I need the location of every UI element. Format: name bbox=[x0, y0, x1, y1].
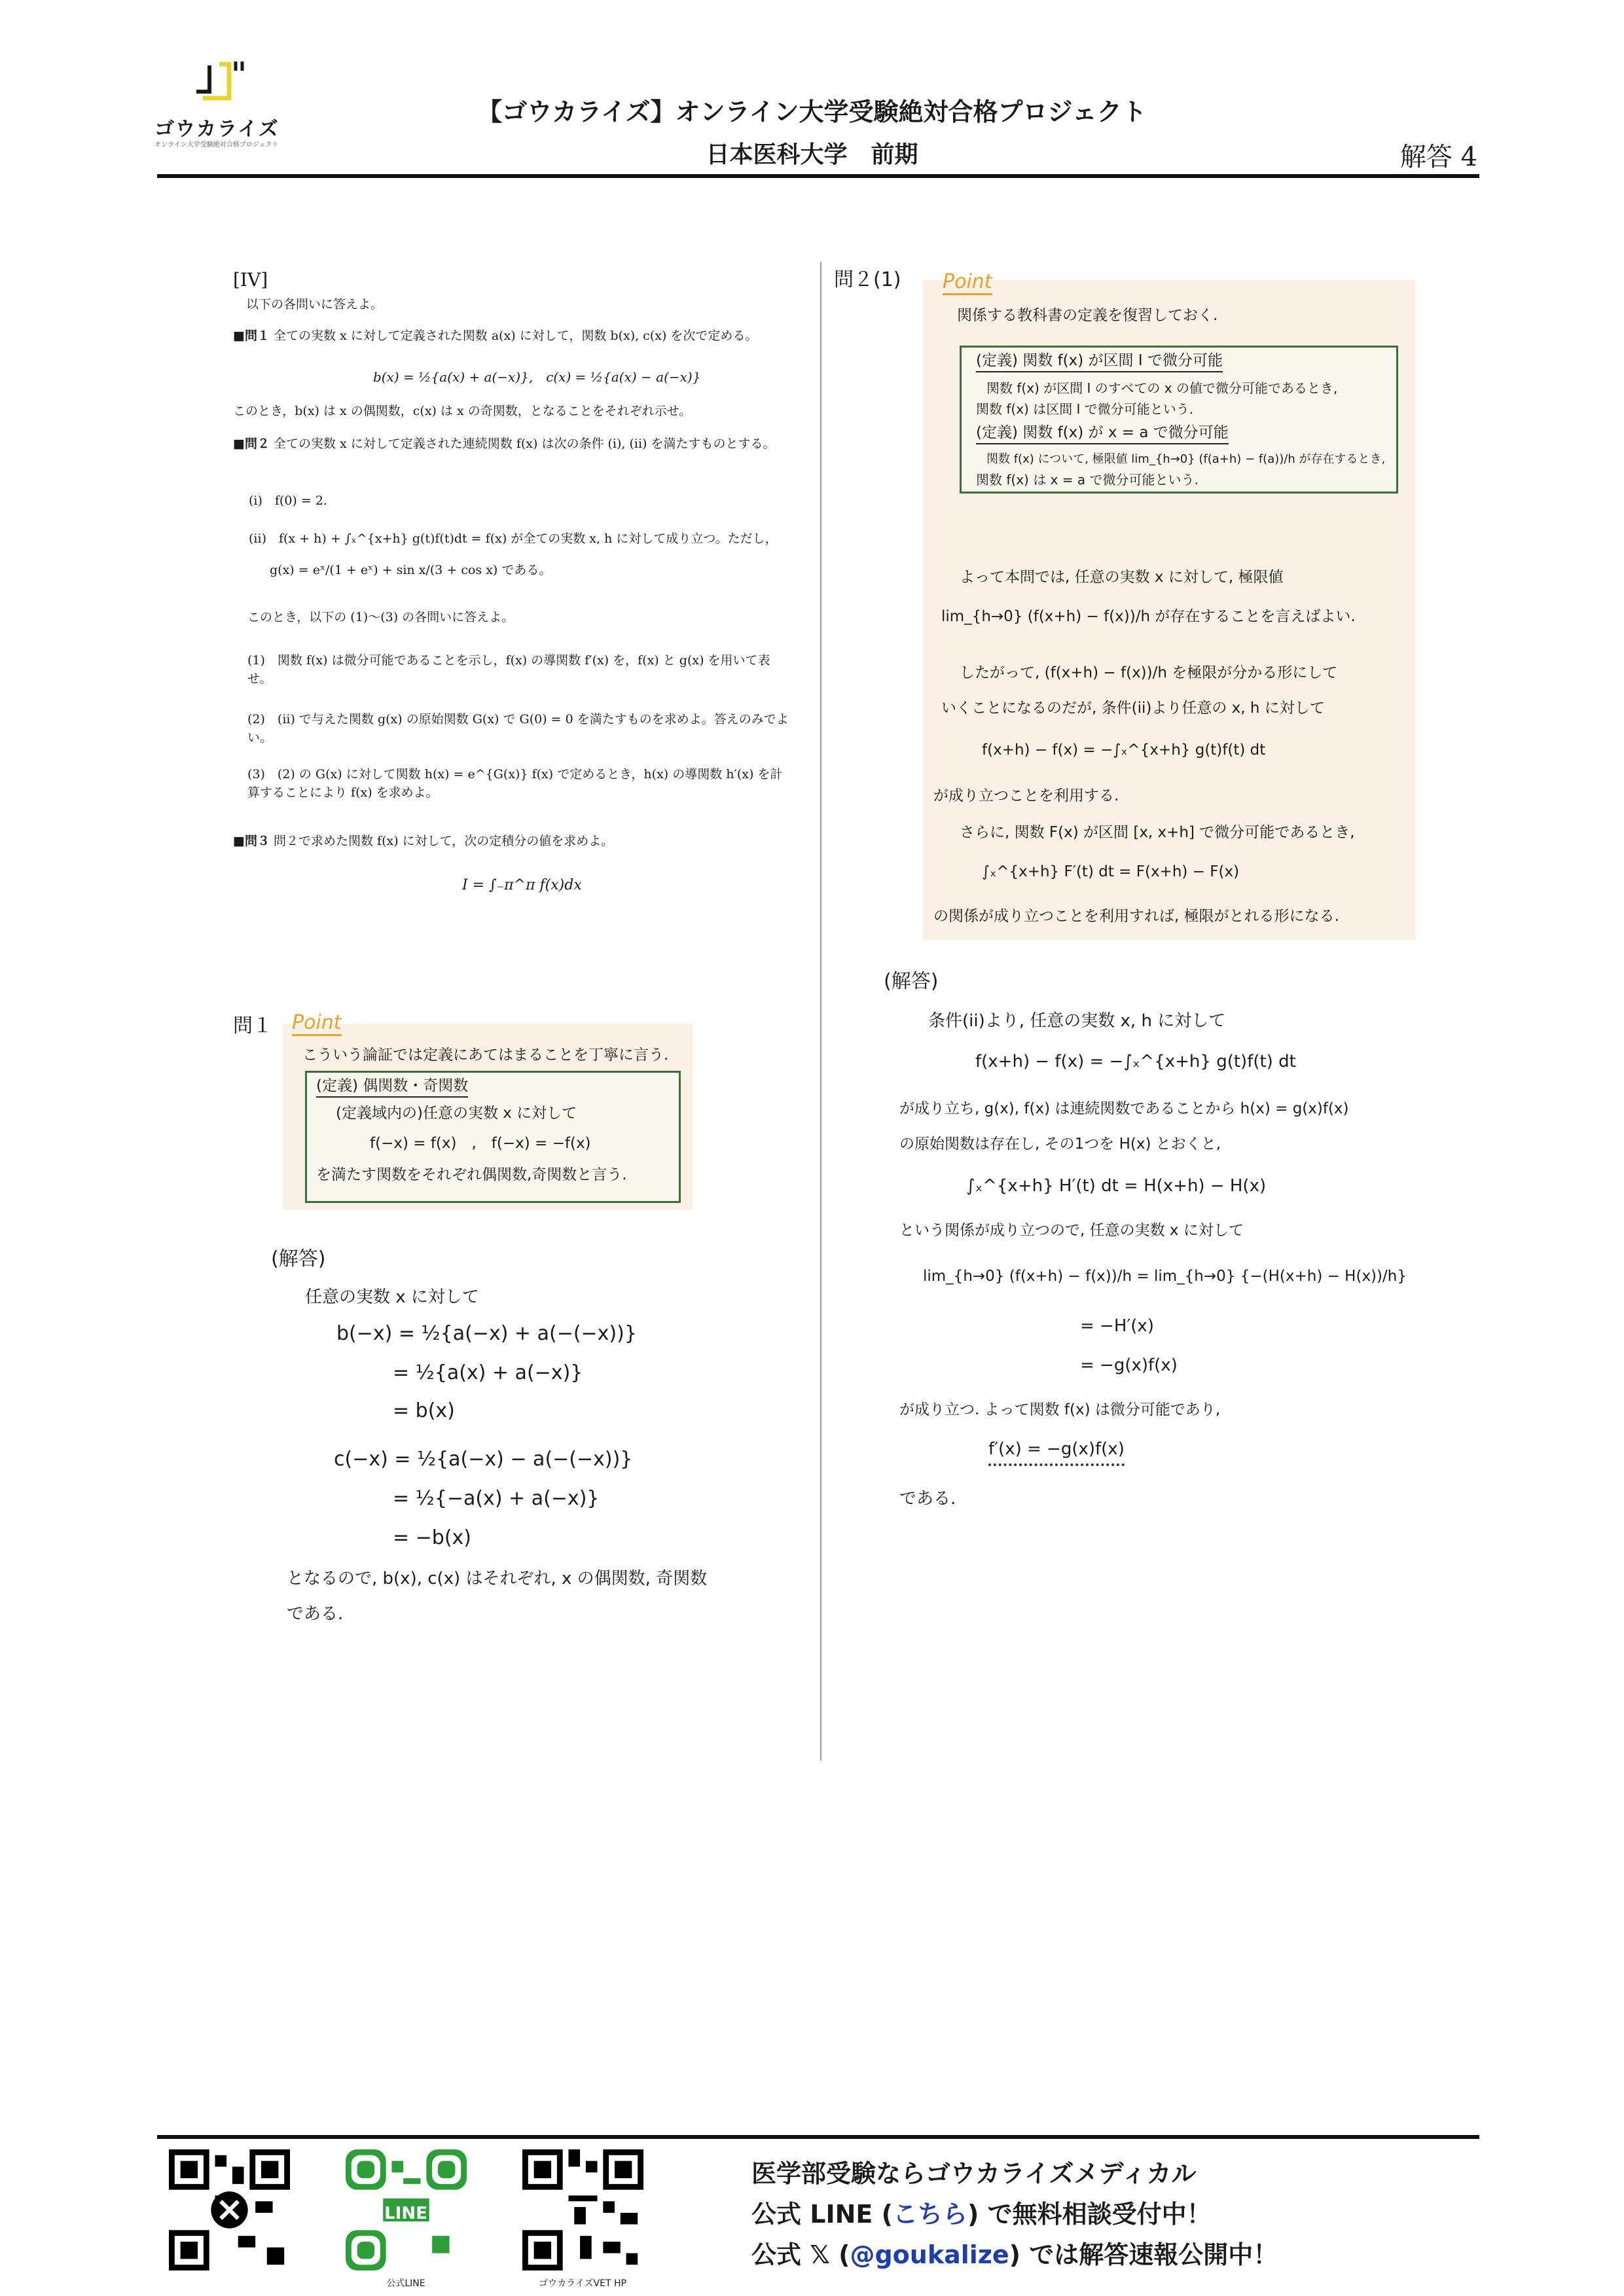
q1-text: 全ての実数 x に対して定義された関数 a(x) に対して，関数 b(x), c(x) を次で定める。 bbox=[274, 329, 758, 343]
left-point-label: Point bbox=[292, 1013, 342, 1036]
right-point-label: Point bbox=[943, 272, 992, 295]
q3-statement bbox=[233, 833, 789, 851]
right-def2-title: (定義) 関数 f(x) が x = a で微分可能 bbox=[976, 423, 1229, 444]
left-answer-line: c(−x) = ½{a(−x) − a(−(−x))} bbox=[334, 1448, 633, 1471]
line-link[interactable]: こちら bbox=[892, 2200, 967, 2229]
q1-formula: b(x) = ½{a(x) + a(−x)}, c(x) = ½{a(x) − a(−x)} bbox=[373, 369, 701, 385]
footer-line-2-pre: 公式 LINE ( bbox=[751, 2200, 893, 2229]
left-solution-label: 問１ bbox=[233, 1014, 272, 1037]
footer-line-1: 医学部受験ならゴウカライズメディカル bbox=[751, 2159, 1197, 2188]
right-point-line: よって本問では, 任意の実数 x に対して, 極限値 bbox=[960, 569, 1284, 586]
right-answer-line: 条件(ii)より, 任意の実数 x, h に対して bbox=[928, 1011, 1226, 1031]
x-qr-code[interactable] bbox=[169, 2149, 290, 2270]
line-label: LINE bbox=[384, 2204, 427, 2223]
q2-part-1: (1) 関数 f(x) は微分可能であることを示し，f(x) の導関数 f′(x) を，f(x) と g(x) を用いて表せ。 bbox=[247, 653, 770, 686]
left-answer-line: 任意の実数 x に対して bbox=[305, 1287, 479, 1307]
right-point-line: f(x+h) − f(x) = −∫ₓ^{x+h} g(t)f(t) dt bbox=[982, 742, 1266, 759]
hp-qr-caption: ゴウカライズVET HP bbox=[539, 2278, 626, 2289]
footer-line-3-pre: 公式 𝕏 ( bbox=[751, 2240, 850, 2269]
footer-line-3-post: ) では解答速報公開中！ bbox=[1009, 2240, 1278, 2269]
left-answer-line: = −b(x) bbox=[393, 1526, 472, 1549]
header-rule bbox=[157, 174, 1479, 178]
q3-head: ■問３ bbox=[233, 834, 270, 848]
left-point-intro: こういう論証では定義にあてはまることを丁寧に言う. bbox=[302, 1047, 669, 1064]
right-answer-line: = −g(x)f(x) bbox=[1080, 1355, 1178, 1375]
right-point-line: の関係が成り立つことを利用すれば, 極限がとれる形になる. bbox=[933, 908, 1339, 925]
problem-intro: 以下の各問いに答えよ。 bbox=[246, 297, 384, 312]
right-answer-line: である. bbox=[899, 1489, 956, 1509]
q1-statement bbox=[233, 327, 789, 346]
problem-number: [IV] bbox=[233, 269, 268, 291]
right-def1-title: (定義) 関数 f(x) が区間 I で微分可能 bbox=[976, 351, 1223, 372]
left-answer-line: = ½{a(x) + a(−x)} bbox=[393, 1361, 583, 1384]
left-point-box bbox=[283, 1011, 693, 1210]
q2-lead: このとき，以下の (1)〜(3) の各問いに答えよ。 bbox=[247, 610, 514, 624]
footer-line-2-post: ) で無料相談受付中！ bbox=[967, 2200, 1212, 2229]
footer-line-3 bbox=[751, 2234, 1278, 2270]
left-answer-line: である. bbox=[287, 1604, 344, 1624]
left-answer-line: b(−x) = ½{a(−x) + a(−(−x))} bbox=[336, 1322, 637, 1345]
q2-condition-ii: (ii) f(x + h) + ∫ₓ^{x+h} g(t)f(t)dt = f(x) が全ての実数 x, h に対して成り立つ。ただし， bbox=[249, 531, 778, 546]
left-def-line3: を満たす関数をそれぞれ偶関数,奇関数と言う. bbox=[316, 1166, 627, 1183]
right-def2-line1: 関数 f(x) について, 極限値 lim_{h→0} (f(a+h) − f(a))/h が存在するとき, bbox=[986, 452, 1386, 466]
left-answer-label: (解答) bbox=[271, 1247, 326, 1270]
q2-g-definition: g(x) = eˣ/(1 + eˣ) + sin x/(3 + cos x) である。 bbox=[270, 563, 552, 577]
q3-formula: I = ∫₋π^π f(x)dx bbox=[462, 877, 582, 893]
right-answer-line: = −H′(x) bbox=[1080, 1316, 1154, 1336]
right-solution-label: 問２(1) bbox=[834, 268, 901, 291]
q2-part-2: (2) (ii) で与えた関数 g(x) の原始関数 G(x) で G(0) = 0 を満たすものを求めよ。答えのみでよい。 bbox=[247, 712, 789, 745]
q3-text: 問２で求めた関数 f(x) に対して，次の定積分の値を求めよ。 bbox=[274, 834, 614, 848]
q2-part-3: (3) (2) の G(x) に対して関数 h(x) = e^{G(x)} f(x) で定めるとき，h(x) の導関数 h′(x) を計算することにより f(x) を求めよ。 bbox=[247, 767, 783, 800]
right-def1-line2: 関数 f(x) は区間 I で微分可能という. bbox=[976, 401, 1194, 417]
right-answer-label: (解答) bbox=[884, 970, 939, 993]
right-point-line: したがって, (f(x+h) − f(x))/h を極限が分かる形にして bbox=[960, 664, 1338, 681]
right-definition-box bbox=[960, 346, 1398, 493]
right-point-line: さらに, 関数 F(x) が区間 [x, x+h] で微分可能であるとき, bbox=[960, 824, 1355, 841]
hp-qr-code[interactable] bbox=[522, 2149, 643, 2270]
footer-rule bbox=[157, 2135, 1479, 2139]
q1-tail: このとき，b(x) は x の偶関数，c(x) は x の奇関数，となることをそれぞれ示せ。 bbox=[233, 404, 692, 418]
right-answer-line: という関係が成り立つので, 任意の実数 x に対して bbox=[899, 1222, 1244, 1239]
right-answer-result: f′(x) = −g(x)f(x) bbox=[988, 1439, 1125, 1466]
q2-condition-i: (i) f(0) = 2. bbox=[249, 493, 327, 508]
q1-head: ■問１ bbox=[233, 329, 270, 343]
right-answer-line: が成り立ち, g(x), f(x) は連続関数であることから h(x) = g(x)f(x) bbox=[899, 1100, 1349, 1117]
footer-line-2 bbox=[751, 2194, 1212, 2230]
right-answer-line: が成り立つ. よって関数 f(x) は微分可能であり, bbox=[899, 1401, 1221, 1418]
q2-text: 全ての実数 x に対して定義された連続関数 f(x) は次の条件 (i), (ii) を満たすものとする。 bbox=[274, 437, 776, 451]
right-def2-line2: 関数 f(x) は x = a で微分可能という. bbox=[976, 472, 1199, 488]
left-definition-box bbox=[305, 1071, 681, 1203]
header-subtitle: 日本医科大学 前期 bbox=[706, 141, 918, 168]
x-account-link[interactable]: @goukalize bbox=[850, 2240, 1009, 2269]
left-def-title: (定義) 偶関数・奇関数 bbox=[316, 1077, 468, 1098]
right-answer-line: f(x+h) − f(x) = −∫ₓ^{x+h} g(t)f(t) dt bbox=[975, 1052, 1296, 1071]
left-def-line2: f(−x) = f(x) , f(−x) = −f(x) bbox=[370, 1135, 591, 1152]
right-point-line: lim_{h→0} (f(x+h) − f(x))/h が存在することを言えばよい. bbox=[941, 608, 1356, 625]
left-def-line1: (定義域内の)任意の実数 x に対して bbox=[336, 1105, 577, 1122]
header-title: 【ゴウカライズ】オンライン大学受験絶対合格プロジェクト bbox=[477, 98, 1147, 126]
logo-subtitle: オンライン大学受験絶対合格プロジェクト bbox=[154, 141, 279, 149]
right-point-line: ∫ₓ^{x+h} F′(t) dt = F(x+h) − F(x) bbox=[982, 863, 1240, 880]
right-answer-line: の原始関数は存在し, その1つを H(x) とおくと, bbox=[899, 1136, 1221, 1153]
line-qr-caption: 公式LINE bbox=[386, 2278, 425, 2289]
right-point-line: が成り立つことを利用する. bbox=[933, 787, 1119, 804]
logo-text: ゴウカライズ bbox=[154, 118, 280, 141]
right-answer-line: lim_{h→0} (f(x+h) − f(x))/h = lim_{h→0} {−(H(x+h) − H(x))/h} bbox=[923, 1268, 1407, 1285]
left-answer-line: となるので, b(x), c(x) はそれぞれ, x の偶関数, 奇関数 bbox=[287, 1569, 708, 1588]
page-label: 解答 4 bbox=[1399, 142, 1477, 172]
right-point-intro: 関係する教科書の定義を復習しておく. bbox=[957, 307, 1218, 324]
left-answer-line: = ½{−a(x) + a(−x)} bbox=[393, 1487, 600, 1510]
right-point-line: いくことになるのだが, 条件(ii)より任意の x, h に対して bbox=[941, 700, 1325, 717]
left-answer-line: = b(x) bbox=[393, 1399, 455, 1422]
column-divider bbox=[820, 262, 821, 1761]
q2-statement bbox=[233, 435, 789, 454]
right-def1-line1: 関数 f(x) が区間 I のすべての x の値で微分可能であるとき, bbox=[986, 380, 1338, 396]
right-point-box bbox=[923, 270, 1415, 940]
q2-head: ■問２ bbox=[233, 437, 270, 451]
right-answer-line: ∫ₓ^{x+h} H′(t) dt = H(x+h) − H(x) bbox=[966, 1176, 1267, 1196]
